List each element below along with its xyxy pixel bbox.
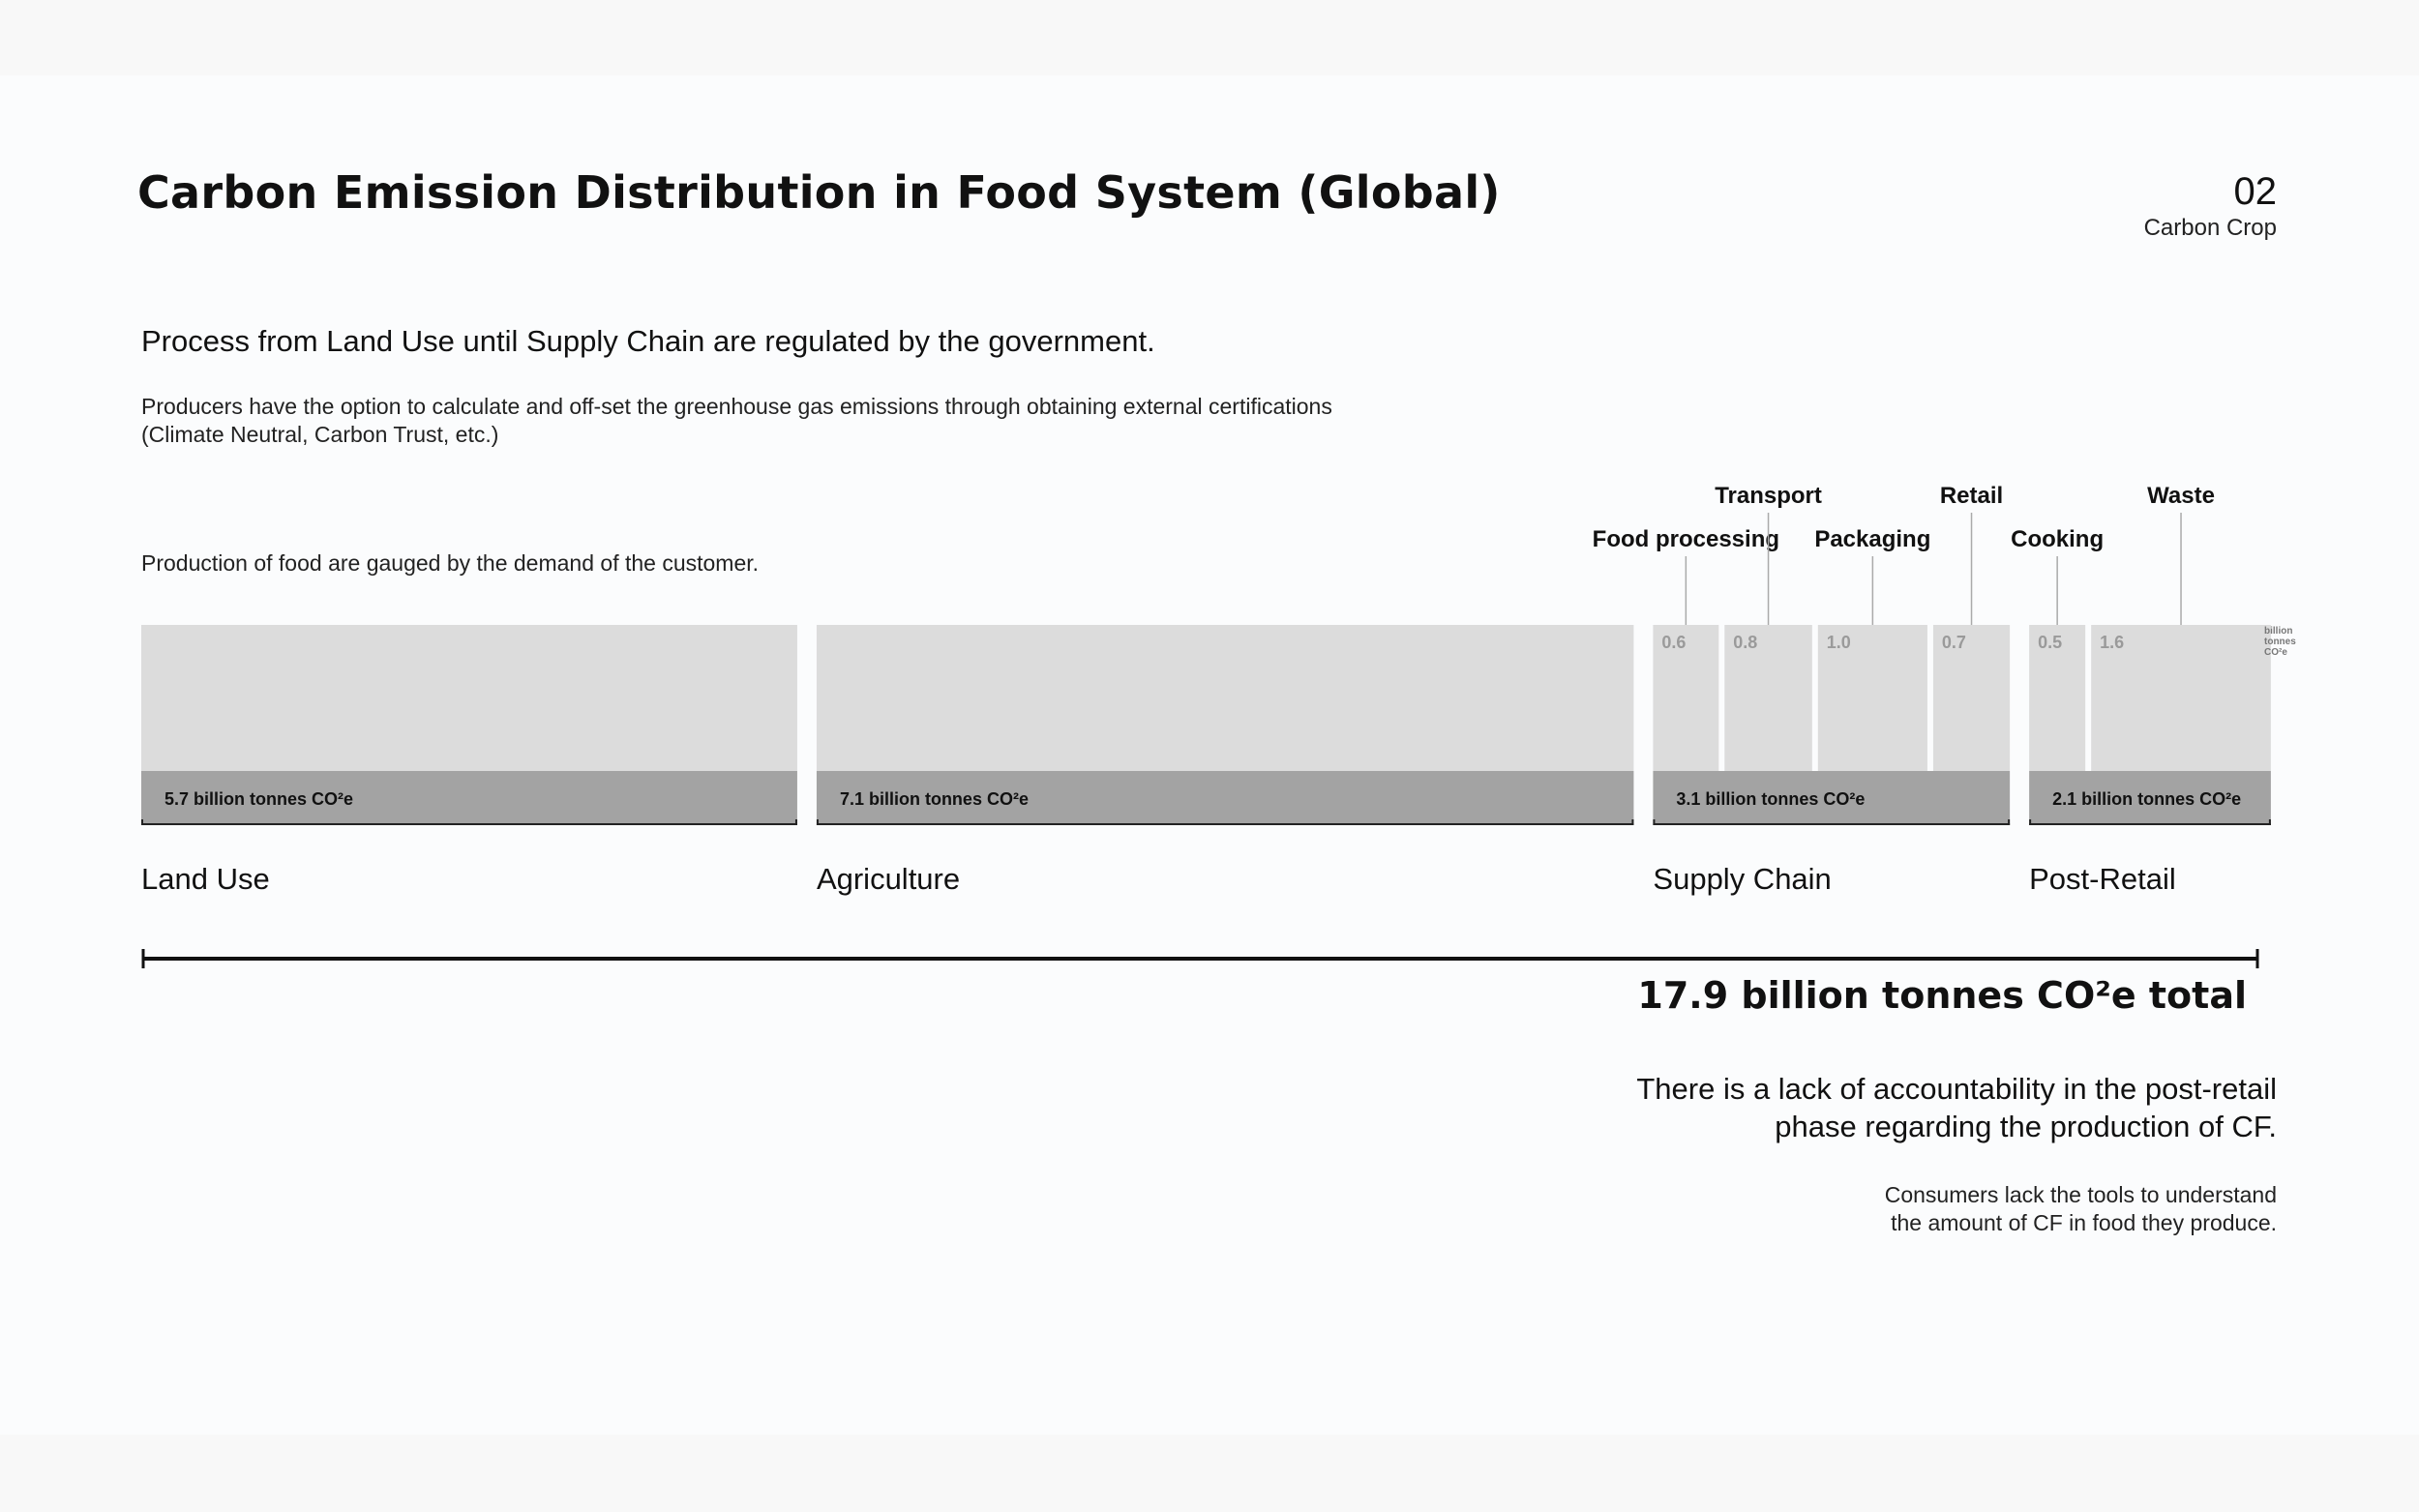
page-title: Carbon Emission Distribution in Food System (Global) (137, 166, 1501, 219)
sub-value-label-transport: 0.8 (1733, 633, 1758, 652)
bar-value-label-post-retail: 2.1 billion tonnes CO²e (2052, 789, 2242, 809)
page-number: 02 (2233, 170, 2277, 213)
bar-top-agriculture (817, 625, 1633, 771)
bar-value-label-agriculture: 7.1 billion tonnes CO²e (839, 789, 1029, 809)
sub-value-label-food-processing: 0.6 (1661, 633, 1687, 652)
demand-paragraph: Production of food are gauged by the demand of the customer. (141, 550, 760, 576)
category-label-post-retail: Post-Retail (2029, 862, 2176, 896)
sub-value-label-packaging: 1.0 (1826, 633, 1851, 652)
post-retail-body-line-2: the amount of CF in food they produce. (1891, 1210, 2277, 1235)
bar-value-label-land-use: 5.7 billion tonnes CO²e (164, 789, 354, 809)
sub-name-label-retail: Retail (1939, 483, 2004, 509)
unit-note-line-2: tonnes (2264, 637, 2296, 647)
sub-name-label-food-processing: Food processing (1592, 526, 1780, 552)
post-retail-heading (1503, 1070, 2277, 1145)
total-emissions-label: 17.9 billion tonnes CO²e total (1637, 974, 2247, 1017)
certification-line-2: (Climate Neutral, Carbon Trust, etc.) (141, 422, 499, 447)
certification-line-1: Producers have the option to calculate and off-set the greenhouse gas emissions through obtaining external certifications (141, 394, 1332, 419)
unit-note-line-1: billion (2264, 626, 2293, 637)
sub-name-label-transport: Transport (1715, 483, 1822, 509)
sub-value-label-retail: 0.7 (1941, 633, 1966, 652)
post-retail-body (1696, 1181, 2277, 1237)
category-label-supply-chain: Supply Chain (1653, 862, 1832, 896)
post-retail-heading-line-2: phase regarding the production of CF. (1775, 1110, 2277, 1143)
brand-name: Carbon Crop (2143, 215, 2277, 241)
bar-top-land-use (141, 625, 797, 771)
category-label-agriculture: Agriculture (816, 862, 961, 896)
bar-value-label-supply-chain: 3.1 billion tonnes CO²e (1676, 789, 1866, 809)
sub-name-label-cooking: Cooking (2011, 526, 2105, 552)
sub-name-label-packaging: Packaging (1814, 526, 1931, 552)
sub-value-label-waste: 1.6 (2100, 633, 2125, 652)
post-retail-body-line-1: Consumers lack the tools to understand (1884, 1182, 2277, 1207)
sub-value-label-cooking: 0.5 (2038, 633, 2063, 652)
regulation-heading: Process from Land Use until Supply Chain are regulated by the government. (141, 324, 1155, 358)
unit-note-line-3: CO²e (2264, 647, 2287, 658)
post-retail-heading-line-1: There is a lack of accountability in the post-retail (1636, 1072, 2277, 1106)
sub-name-label-waste: Waste (2147, 483, 2215, 509)
category-label-land-use: Land Use (141, 862, 270, 896)
